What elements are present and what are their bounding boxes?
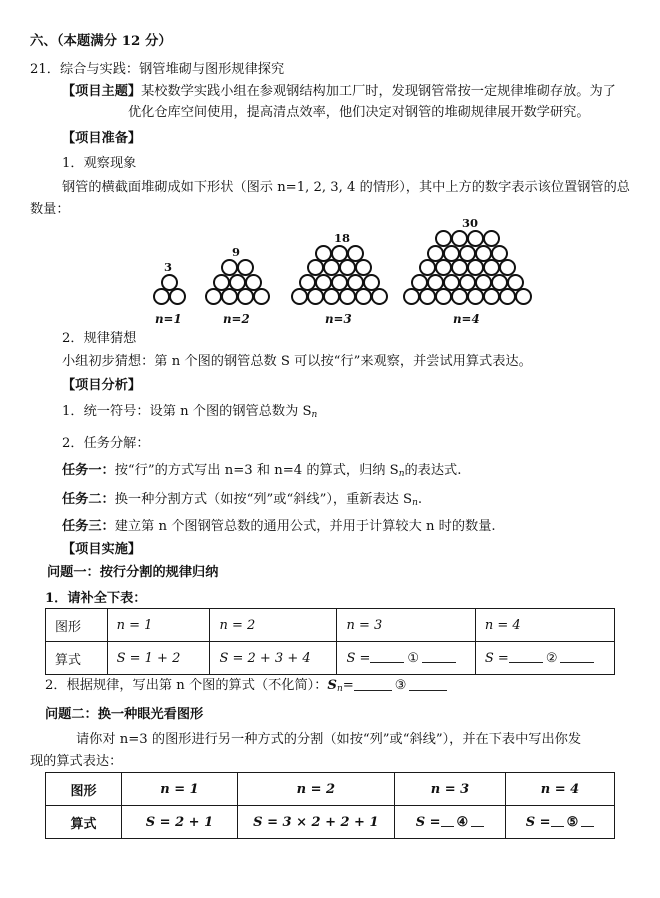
circled-marker-5: ⑤ xyxy=(566,814,579,830)
task-two-tail: . xyxy=(417,492,423,507)
pipe-circle xyxy=(253,288,270,305)
table-row xyxy=(46,773,615,806)
stack-rows xyxy=(204,259,273,306)
project-theme-line2 xyxy=(128,101,590,120)
table1-header-n1: n = 1 xyxy=(107,609,210,642)
pipe-circle xyxy=(169,288,186,305)
question-heading xyxy=(30,58,284,77)
stack-row xyxy=(289,259,390,274)
question-number: 21． xyxy=(30,62,60,77)
task-one xyxy=(62,459,461,479)
table2-row-label-shape: 图形 xyxy=(46,773,122,806)
pipe-circle xyxy=(435,288,452,305)
write-formula-equals: = xyxy=(342,678,354,693)
stack-total-count: 3 xyxy=(163,259,172,274)
table1-row-label-shape: 图形 xyxy=(46,609,108,642)
pipe-circle xyxy=(221,288,238,305)
problem-one-text: 按行分割的规律归纳 xyxy=(99,565,219,580)
table-row xyxy=(46,806,615,839)
table1-header-n4: n = 4 xyxy=(475,609,614,642)
table2-header-n1: n = 1 xyxy=(122,773,238,806)
pipe-circle xyxy=(499,288,516,305)
stack-row xyxy=(152,274,188,289)
unify-symbol-text: 1．统一符号：设第 n 个图的钢管总数为 S xyxy=(62,404,312,419)
table1-header-n2: n = 2 xyxy=(210,609,337,642)
unify-symbol-subscript: n xyxy=(311,410,318,421)
stack-row xyxy=(204,288,273,303)
task-three-text: 建立第 n 个图钢管总数的通用公式，并用于计算较大 n 时的数量. xyxy=(114,519,496,534)
problem-two-text: 换一种眼光看图形 xyxy=(97,707,204,722)
pipe-circle xyxy=(451,288,468,305)
steel-pipe-stack-diagram xyxy=(0,212,660,324)
stack-row xyxy=(401,259,535,274)
pipe-circle xyxy=(307,288,324,305)
observe-heading: 1．观察现象 xyxy=(62,156,137,171)
formula-table-alternate-split xyxy=(45,772,615,839)
table2-answer-blank-5[interactable]: S = ⑤ xyxy=(505,806,614,839)
table2-answer-blank-4[interactable]: S = ④ xyxy=(394,806,505,839)
observe-text-1: 钢管的横截面堆砌成如下形状（图示 n=1, 2, 3, 4 的情形），其中上方的数字表示该位置钢管的总 xyxy=(62,180,630,195)
problem-two-body-1: 请你对 n=3 的图形进行另一种方式的分割（如按“列”或“斜线”），并在下表中写出你发 xyxy=(76,732,582,747)
project-theme-label: 【项目主题】 xyxy=(62,84,142,99)
table2-formula-n2: S = 3 × 2 + 2 + 1 xyxy=(237,806,394,839)
task-decomposition-heading: 2．任务分解： xyxy=(62,436,150,451)
stack-figure-n1 xyxy=(152,259,188,326)
section-header: 六、（本题满分 12 分） xyxy=(30,33,172,49)
task-three xyxy=(62,515,496,534)
task-one-label: 任务一： xyxy=(62,463,115,478)
answer-blank-3-left[interactable] xyxy=(354,678,392,690)
stack-rows xyxy=(289,245,390,306)
task-one-text: 按“行”的方式写出 n=3 和 n=4 的算式，归纳 S xyxy=(114,463,399,478)
circled-marker-4: ④ xyxy=(456,814,469,830)
formula-table-by-row xyxy=(45,608,615,675)
observe-text-2: 数量： xyxy=(30,202,70,217)
stack-row xyxy=(401,245,535,260)
pipe-circle xyxy=(419,288,436,305)
problem-two-body-2: 现的算式表达： xyxy=(30,754,123,769)
task-three-label: 任务三： xyxy=(62,519,115,534)
circled-marker-3: ③ xyxy=(394,678,407,693)
answer-blank-3-right[interactable] xyxy=(409,678,447,690)
pipe-circle xyxy=(205,288,222,305)
task-two-label: 任务二： xyxy=(62,492,115,507)
stack-total-count: 30 xyxy=(461,216,478,230)
project-theme-text-1: 某校数学实践小组在参观钢结构加工厂时，发现钢管常按一定规律堆砌存放。为了 xyxy=(141,84,616,99)
stack-rows xyxy=(152,274,188,306)
question-title: 综合与实践：钢管堆砌与图形规律探究 xyxy=(59,62,285,77)
pipe-circle xyxy=(323,288,340,305)
table2-formula-n1: S = 2 + 1 xyxy=(122,806,238,839)
task-two-text: 换一种分割方式（如按“列”或“斜线”），重新表达 S xyxy=(114,492,413,507)
stack-row xyxy=(401,230,535,245)
problem-one xyxy=(47,561,218,580)
stack-row xyxy=(204,259,273,274)
project-implementation-label: 【项目实施】 xyxy=(62,542,142,557)
table2-row-label-formula: 算式 xyxy=(46,806,122,839)
problem-two xyxy=(45,703,203,722)
stack-total-count: 9 xyxy=(231,245,240,260)
project-prep-label: 【项目准备】 xyxy=(62,131,142,146)
unify-symbol-line xyxy=(62,400,317,420)
stack-caption: n=1 xyxy=(154,312,182,326)
stack-caption: n=2 xyxy=(222,312,250,326)
table1-header-n3: n = 3 xyxy=(337,609,475,642)
problem-one-label: 问题一： xyxy=(47,565,100,580)
stack-rows xyxy=(401,230,535,306)
stack-figure-n2 xyxy=(204,245,273,326)
stack-row xyxy=(204,274,273,289)
stack-row xyxy=(289,245,390,260)
write-formula-subscript: n xyxy=(336,684,343,695)
table2-header-n4: n = 4 xyxy=(505,773,614,806)
pipe-circle xyxy=(355,288,372,305)
project-analysis-label: 【项目分析】 xyxy=(62,378,142,393)
pipe-circle xyxy=(237,288,254,305)
project-theme-line1 xyxy=(62,80,616,99)
pipe-circle xyxy=(467,288,484,305)
task-one-tail: 的表达式. xyxy=(404,463,462,478)
task-two-subscript: n xyxy=(412,498,418,509)
stack-caption: n=4 xyxy=(452,312,480,326)
circled-marker-1: ① xyxy=(407,650,420,666)
stack-figure-n3 xyxy=(289,230,390,326)
task-one-subscript: n xyxy=(398,469,405,480)
stack-figure-n4 xyxy=(401,216,535,326)
rule-guess-text: 小组初步猜想：第 n 个图的钢管总数 S 可以按“行”来观察，并尝试用算式表达。 xyxy=(62,354,532,369)
circled-marker-2: ② xyxy=(545,650,558,666)
write-formula-symbol: S xyxy=(327,678,337,693)
table-row xyxy=(46,609,615,642)
complete-table-heading: 1．请补全下表： xyxy=(45,591,147,606)
table1-answer-blank-1[interactable]: S = ① xyxy=(337,642,475,675)
pipe-circle xyxy=(291,288,308,305)
project-theme-text-2: 优化仓库空间使用，提高清点效率，他们决定对钢管的堆砌规律展开数学研究。 xyxy=(128,105,590,120)
table1-answer-blank-2[interactable]: S = ② xyxy=(475,642,614,675)
problem-two-label: 问题二： xyxy=(45,707,98,722)
table-row xyxy=(46,642,615,675)
stack-row xyxy=(289,274,390,289)
pipe-circle xyxy=(339,288,356,305)
pipe-circle xyxy=(371,288,388,305)
write-formula-line xyxy=(45,674,447,694)
stack-caption: n=3 xyxy=(324,312,352,326)
pipe-circle xyxy=(483,288,500,305)
table1-row-label-formula: 算式 xyxy=(46,642,108,675)
table1-formula-n1: S = 1 + 2 xyxy=(107,642,210,675)
table1-formula-n2: S = 2 + 3 + 4 xyxy=(210,642,337,675)
stack-row xyxy=(152,288,188,303)
table2-header-n3: n = 3 xyxy=(394,773,505,806)
pipe-circle xyxy=(403,288,420,305)
task-two xyxy=(62,488,422,508)
rule-guess-heading: 2．规律猜想 xyxy=(62,331,137,346)
table2-header-n2: n = 2 xyxy=(237,773,394,806)
pipe-circle xyxy=(515,288,532,305)
stack-total-count: 18 xyxy=(333,230,350,245)
write-formula-heading: 2．根据规律，写出第 n 个图的算式（不化简）： xyxy=(45,678,328,693)
pipe-circle xyxy=(153,288,170,305)
stack-row xyxy=(289,288,390,303)
stack-row xyxy=(401,274,535,289)
